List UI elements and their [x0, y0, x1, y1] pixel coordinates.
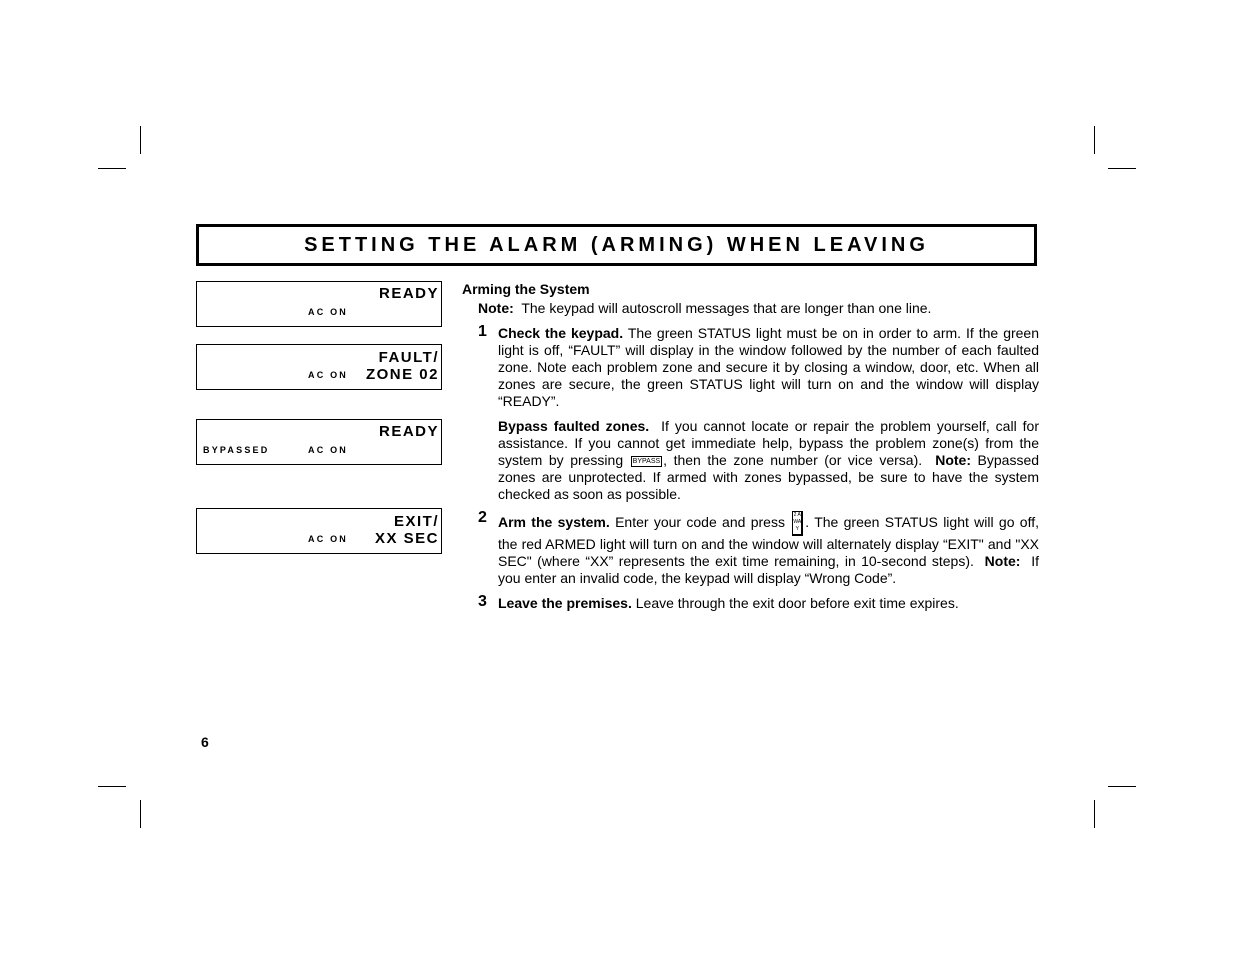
step-text-end: . The green STATUS light will go off, the red ARMED light will turn on and the window will alternately display “EXIT" and "XX SEC" (where “XX” represents the exit time remaining, in 10-second steps). — [498, 514, 1040, 569]
bypass-paragraph — [498, 418, 1039, 503]
crop-mark — [1094, 126, 1095, 154]
crop-mark — [98, 786, 126, 787]
display-text: FAULT/ ZONE 02 — [365, 349, 439, 383]
step-check-keypad — [462, 325, 1039, 503]
page-number: 6 — [201, 734, 209, 750]
bypass-text-end: , then the zone number (or vice versa). — [663, 452, 923, 468]
display-text: READY — [378, 423, 439, 440]
step-note-label: Note: — [984, 553, 1021, 569]
step-note-text: If you enter an invalid code, the keypad will display “Wrong Code”. — [498, 553, 1040, 586]
arming-section — [462, 281, 1039, 620]
step-paragraph — [498, 511, 1039, 587]
step-lead: Check the keypad. — [498, 325, 624, 341]
step-leave-premises — [462, 595, 1039, 612]
crop-mark — [140, 800, 141, 828]
ac-on-indicator: AC ON — [308, 445, 348, 455]
note-label: Note: — [478, 300, 514, 316]
step-text: The green STATUS light must be on in order to arm. If the green light is off, “FAULT” will display in the window followed by the number of each faulted zone. Note each problem zone and secure it by closing a window, door, etc. When all zones are secure, the green STATUS light will turn on and the window will display “READY”. — [498, 325, 1039, 409]
step-lead: Leave the premises. — [498, 595, 632, 611]
title-box — [196, 224, 1037, 266]
display-text: READY — [378, 285, 439, 302]
ac-on-indicator: AC ON — [308, 370, 348, 380]
bypass-note-text: Bypassed zones are unprotected. If armed with zones bypassed, be sure to have the system checked as soon as possible. — [498, 452, 1040, 502]
page-title: SETTING THE ALARM (ARMING) WHEN LEAVING — [304, 233, 929, 256]
bypass-text: If you cannot locate or repair the problem yourself, call for assistance. If you cannot get immediate help, bypass the problem zone(s) from the system by pressing — [498, 418, 1039, 468]
step-paragraph — [498, 325, 1039, 410]
keypad-display-exit — [196, 508, 442, 554]
step-text: Leave through the exit door before exit time expires. — [635, 595, 959, 611]
note — [478, 300, 1039, 317]
crop-mark — [1108, 786, 1136, 787]
bypass-note-label: Note: — [935, 452, 971, 468]
step-number: 1 — [478, 323, 487, 340]
section-heading: Arming the System — [462, 281, 590, 297]
step-number: 3 — [478, 593, 487, 610]
keypad-display-ready — [196, 281, 442, 327]
step-text: Enter your code and press — [615, 514, 785, 531]
step-number: 2 — [478, 509, 487, 526]
display-text: EXIT/ XX SEC — [374, 513, 439, 547]
step-lead: Arm the system. — [498, 514, 610, 531]
keypad-display-fault — [196, 344, 442, 390]
bypassed-indicator: BYPASSED — [203, 445, 270, 455]
ac-on-indicator: AC ON — [308, 534, 348, 544]
crop-mark — [1108, 168, 1136, 169]
crop-mark — [98, 168, 126, 169]
crop-mark — [1094, 800, 1095, 828]
ac-on-indicator: AC ON — [308, 307, 348, 317]
bypass-key-icon: BYPASS — [632, 457, 661, 465]
crop-mark — [140, 126, 141, 154]
step-arm-system — [462, 511, 1039, 587]
bypass-lead: Bypass faulted zones. — [498, 418, 650, 434]
step-paragraph — [498, 595, 1039, 612]
note-text: The keypad will autoscroll messages that are longer than one line. — [521, 300, 932, 316]
keypad-display-bypassed — [196, 419, 442, 465]
away-key-icon: 2 AWAY — [792, 511, 803, 536]
